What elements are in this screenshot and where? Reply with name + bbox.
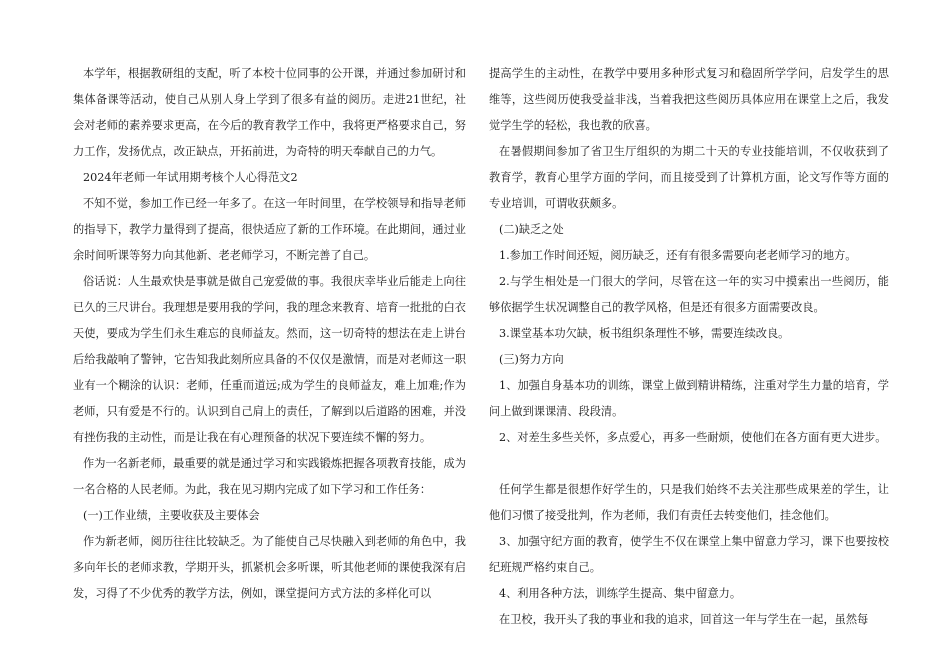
- paragraph: 作为一名新老师，最重要的就是通过学习和实践锻炼把握各项教育技能，成为一名合格的人民老师。为此，我在见习期内完成了如下学习和工作任务：: [73, 457, 466, 496]
- paragraph: 作为新老师，阅历往往比较缺乏。为了能使自己尽快融入到老师的角色中，我多向年长的老师求教，学期开头，抓紧机会多听课，听其他老师的课使我深有启发，习得了不少优秀的教学方法，例如，课堂提问方式方法的多样化可以: [73, 535, 466, 600]
- paragraph: 1、加强自身基本功的训练，课堂上做到精讲精练，注重对学生力量的培育，学问上做到课课清、段段清。: [489, 379, 889, 418]
- paragraph: 俗话说：人生最欢快是事就是做自己宠爱做的事。我很庆幸毕业后能走上向往已久的三尺讲台。我理想是要用我的学问，我的理念来教育、培育一批批的白衣天使，要成为学生们永生难忘的良师益友。然而，这一切奇特的想法在走上讲台后给我敲响了警钟，它告知我此刻所应具备的不仅仅是激情，而是对老师这一职业有一个糊涂的认识：老师，任重而道远;成为学生的良师益友，难上加难;作为老师，只有爱是不行的。认识到自己肩上的责任，了解到以后道路的困难，并没有挫伤我的主动性，而是让我在有心理预备的状况下要连续不懈的努力。: [73, 275, 466, 444]
- paragraph: 任何学生都是很想作好学生的，只是我们始终不去关注那些成果差的学生，让他们习惯了接受批判，作为老师，我们有责任去转变他们，挂念他们。: [489, 483, 889, 522]
- section-heading: (一)工作业绩，主要收获及主要体会: [83, 509, 260, 522]
- right-column: [489, 61, 889, 633]
- paragraph: 2、对差生多些关怀，多点爱心，再多一些耐烦，使他们在各方面有更大进步。: [499, 431, 887, 444]
- paragraph: 在暑假期间参加了省卫生厅组织的为期二十天的专业技能培训，不仅收获到了教育学，教育心里学方面的学问，而且接受到了计算机方面，论文写作等方面的专业培训，可谓收获颇多。: [489, 145, 889, 210]
- section-heading: (三)努力方向: [499, 353, 564, 366]
- paragraph: 1.参加工作时间还短，阅历缺乏，还有有很多需要向老老师学习的地方。: [499, 249, 857, 262]
- paragraph: 4、利用各种方法，训练学生提高、集中留意力。: [499, 587, 742, 600]
- paragraph: 提高学生的主动性，在教学中要用多种形式复习和稳固所学学问，启发学生的思维等，这些阅历使我受益非浅，当着我把这些阅历具体应用在课堂上之后，我发觉学生学的轻松，我也教的欣喜。: [489, 67, 889, 132]
- section-heading: (二)缺乏之处: [499, 223, 564, 236]
- section-heading: 2024年老师一年试用期考核个人心得范文2: [83, 171, 298, 184]
- paragraph: 不知不觉，参加工作已经一年多了。在这一年时间里，在学校领导和指导老师的指导下，教学力量得到了提高，很快适应了新的工作环境。在此期间，通过业余时间听课等努力向其他新、老老师学习，不断完善了自己。: [73, 197, 466, 262]
- paragraph: 在卫校，我开头了我的事业和我的追求，回首这一年与学生在一起，虽然每: [499, 613, 869, 626]
- paragraph: 3、加强守纪方面的教育，使学生不仅在课堂上集中留意力学习，课下也要按校纪班规严格约束自己。: [489, 535, 889, 574]
- paragraph: 3.课堂基本功欠缺，板书组织条理性不够，需要连续改良。: [499, 327, 790, 340]
- left-column: [73, 61, 466, 607]
- paragraph: 本学年，根据教研组的支配，听了本校十位同事的公开课，并通过参加研讨和集体备课等活动，使自己从别人身上学到了很多有益的阅历。走进21世纪，社会对老师的素养要求更高，在今后的教育教学工作中，我将更严格要求自己，努力工作，发扬优点，改正缺点，开拓前进，为奇特的明天奉献自己的力气。: [73, 67, 466, 158]
- paragraph: 2.与学生相处是一门很大的学问，尽管在这一年的实习中摸索出一些阅历，能够依据学生状况调整自己的教学风格，但是还有很多方面需要改良。: [489, 275, 889, 314]
